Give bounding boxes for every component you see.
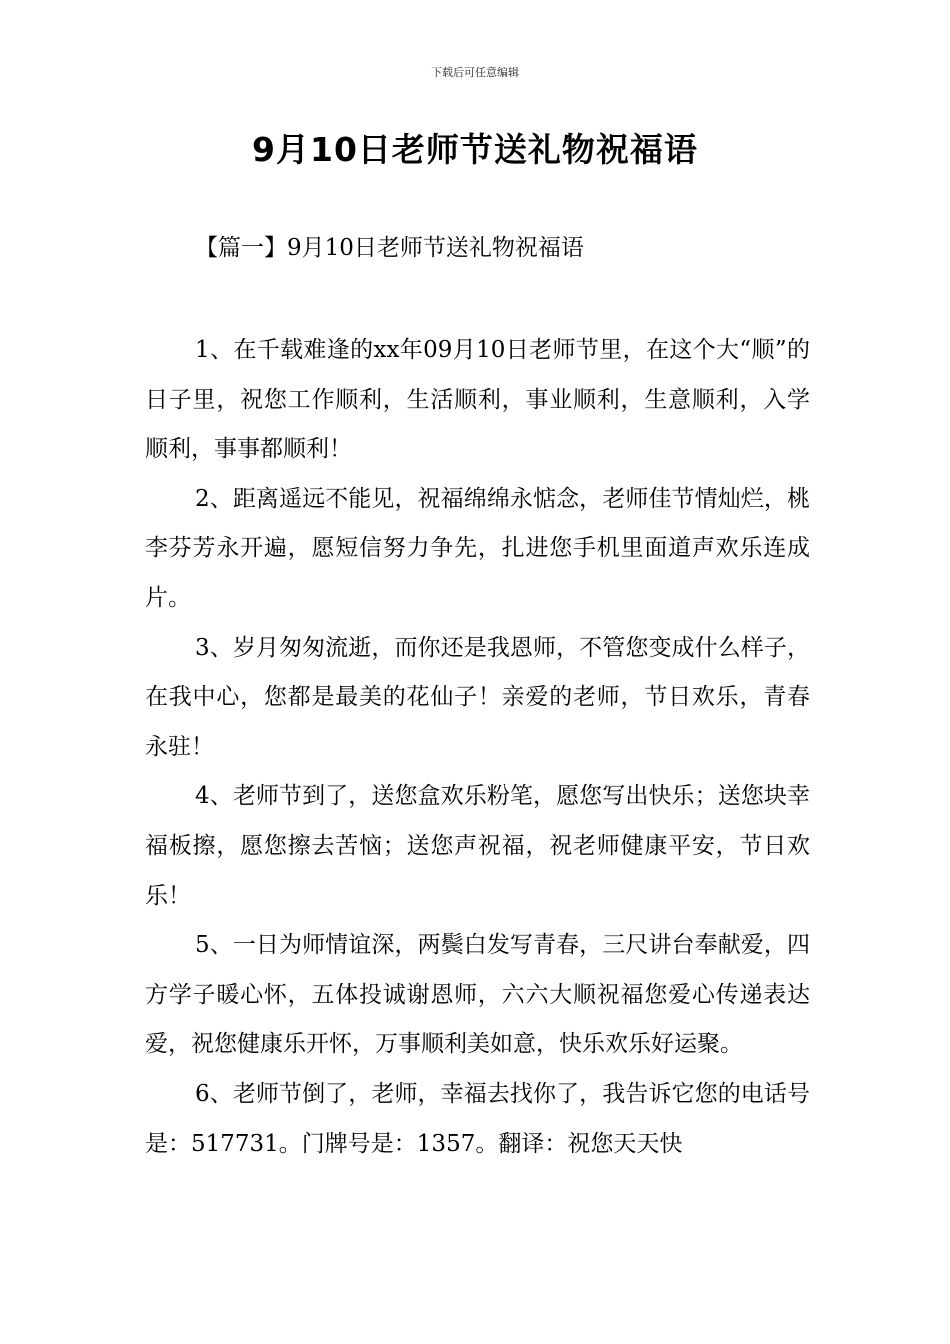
- paragraph-2: 2、距离遥远不能见，祝福绵绵永惦念，老师佳节情灿烂，桃李芬芳永开遍，愿短信努力争先，扎进您手机里面道声欢乐连成片。: [145, 485, 810, 611]
- body-text: [145, 326, 810, 1169]
- section-heading: 【篇一】9月10日老师节送礼物祝福语: [195, 235, 584, 261]
- header-note: 下载后可任意编辑: [431, 66, 519, 79]
- document-title: 9月10日老师节送礼物祝福语: [252, 130, 698, 169]
- paragraph-4: 4、老师节到了，送您盒欢乐粉笔，愿您写出快乐；送您块幸福板擦，愿您擦去苦恼；送您声祝福，祝老师健康平安，节日欢乐！: [145, 783, 810, 909]
- paragraph-1: 1、在千载难逢的xx年09月10日老师节里，在这个大“顺”的日子里，祝您工作顺利，生活顺利，事业顺利，生意顺利，入学顺利，事事都顺利！: [145, 337, 810, 463]
- paragraph-3: 3、岁月匆匆流逝，而你还是我恩师，不管您变成什么样子，在我中心，您都是最美的花仙子！亲爱的老师，节日欢乐，青春永驻！: [145, 634, 810, 760]
- paragraph-5: 5、一日为师情谊深，两鬓白发写青春，三尺讲台奉献爱，四方学子暖心怀，五体投诚谢恩师，六六大顺祝福您爱心传递表达爱，祝您健康乐开怀，万事顺利美如意，快乐欢乐好运聚。: [145, 932, 810, 1058]
- paragraph-6: 6、老师节倒了，老师，幸福去找你了，我告诉它您的电话号是：517731。门牌号是：1357。翻译：祝您天天快: [145, 1080, 810, 1157]
